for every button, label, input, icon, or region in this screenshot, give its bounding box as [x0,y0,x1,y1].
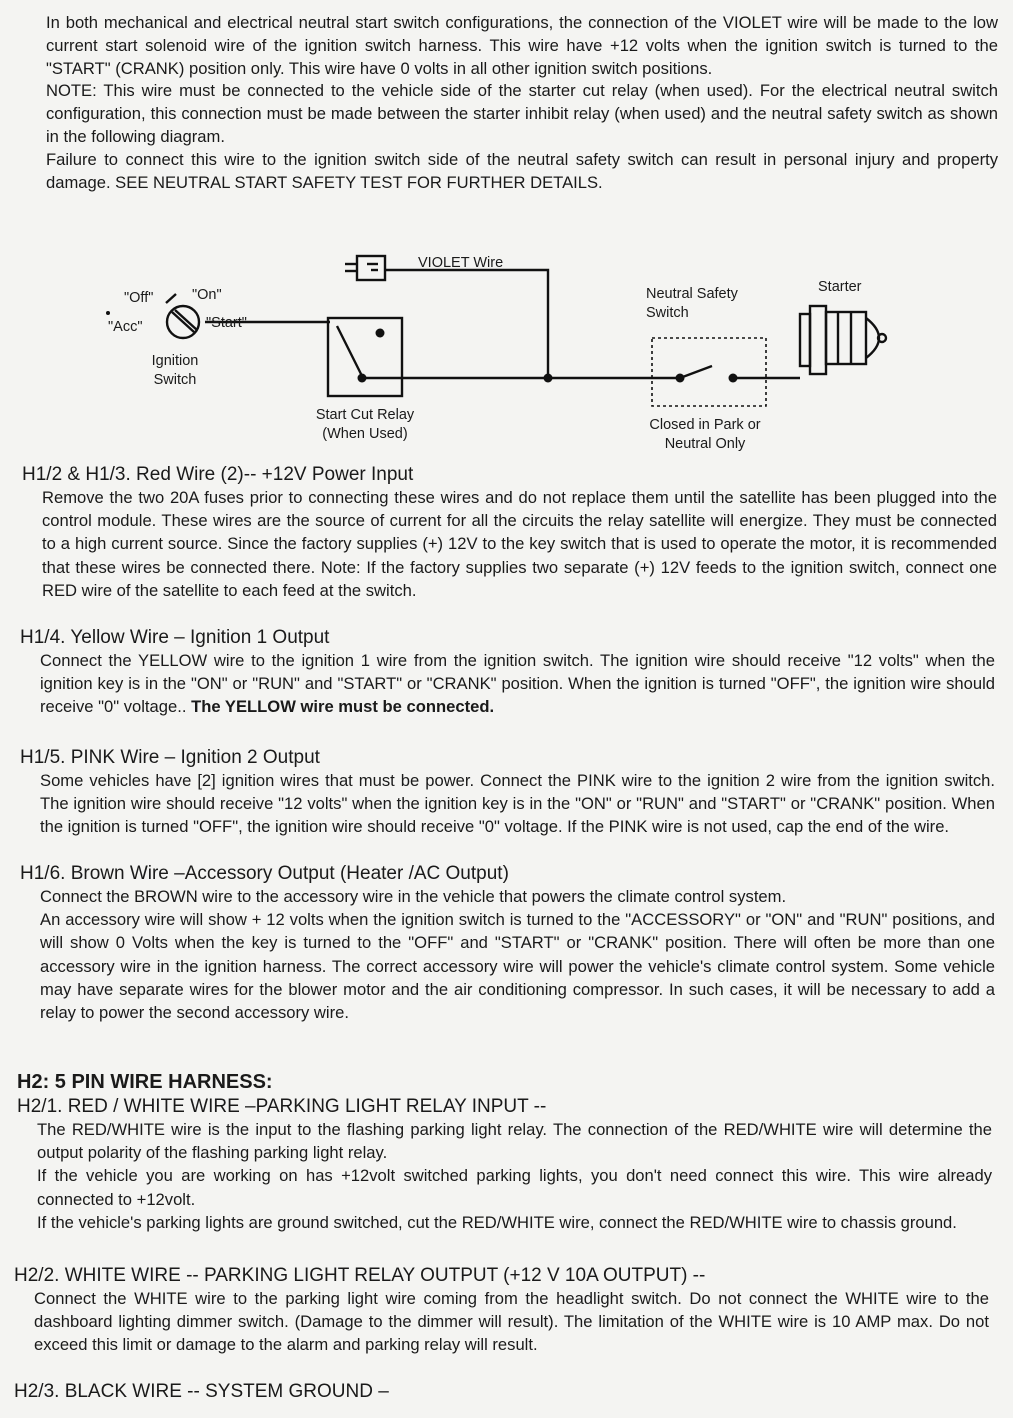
ignition-switch-label-line-2: Switch [153,372,197,388]
violet-wire-label: VIOLET Wire [418,255,504,271]
starter-motor-icon [800,306,886,374]
section-h1-2-red-wire [22,463,997,602]
h2-harness-heading: H2: 5 PIN WIRE HARNESS: [17,1071,273,1093]
section-paragraph: Remove the two 20A fuses prior to connecting these wires and do not replace them until the satellite has been plugged into the control module. These wires are the source of current for all the circuits the relay satellite will energize. They must be connected to a high current source. Since the factory supplies (+) 12V to the key switch that is used to operate the motor, it is recommended that these wires be connected there. Note: If the factory supplies two separate (+) 12V feeds to the ignition switch, connect one RED wire of the satellite to each feed at the switch. [42,488,997,600]
section-h2-1-red-white-wire [17,1095,992,1234]
intro-paragraph-3: Failure to connect this wire to the ignition switch side of the neutral safety switch can result in personal injury and property damage. SEE NEUTRAL START SAFETY TEST FOR FURTHER DETAILS. [46,149,998,192]
section-paragraph: Connect the WHITE wire to the parking light wire coming from the headlight switch. Do not connect the WHITE wire to the dashboard lighting dimmer switch. (Damage to the dimmer will result). The limitation of the WHITE wire is 10 AMP max. Do not exceed this limit or damage to the alarm and parking relay will result. [34,1289,989,1355]
section-title: H2/2. WHITE WIRE -- PARKING LIGHT RELAY OUTPUT (+12 V 10A OUTPUT) -- [14,1265,706,1286]
wiring-diagram-svg [0,240,1013,462]
section-title: H2/3. BLACK WIRE -- SYSTEM GROUND – [14,1381,389,1402]
on-position-label: "On" [192,287,222,303]
closed-note-label [630,416,780,454]
section-h1-4-yellow-wire [20,626,995,719]
section-h2-2-white-wire [14,1264,989,1357]
intro-paragraph-1: In both mechanical and electrical neutral start switch configurations, the connection of the VIOLET wire will be made to the low current start solenoid wire of the ignition switch harness. This wire have +12 volts when the ignition switch is turned to the "START" (CRANK) position only. This wire have 0 volts in all other ignition switch positions. [46,13,998,78]
violet-wire-connector-icon [345,256,385,280]
off-position-label: "Off" [124,290,154,306]
wiring-diagram [0,240,1013,462]
section-body [40,769,995,839]
section-body [34,1287,989,1357]
neutral-safety-switch-label-line-1: Neutral Safety [646,286,738,302]
section-body [42,486,997,602]
section-paragraph: An accessory wire will show + 12 volts when the ignition switch is turned to the "ACCESSORY" or "ON" and "RUN" positions, and will show 0 Volts when the key is turned to the "OFF" and "START" or "CRANK" position. There will often be more than one accessory wire in the ignition harness. The correct accessory wire will power the vehicle's climate control system. Some vehicle may have separate wires for the blower motor and the air conditioning compressor. In such cases, it will be necessary to add a relay to power the second accessory wire. [40,910,995,1023]
neutral-safety-switch-label-line-2: Switch [646,305,689,321]
section-h1-6-brown-wire [20,862,995,1024]
start-cut-relay-icon [328,318,402,396]
section-paragraph [40,649,995,719]
section-title: H1/6. Brown Wire –Accessory Output (Heater /AC Output) [20,863,509,884]
section-body [37,1118,992,1234]
start-cut-relay-label-line-2: (When Used) [322,426,408,442]
ignition-switch-label-line-1: Ignition [151,353,199,369]
section-paragraph: Connect the BROWN wire to the accessory wire in the vehicle that powers the climate control system. [40,887,787,906]
section-paragraph: If the vehicle's parking lights are ground switched, cut the RED/WHITE wire, connect the RED/WHITE wire to chassis ground. [37,1212,957,1232]
ignition-switch-label [140,352,210,390]
section-paragraph: If the vehicle you are working on has +12volt switched parking lights, you don't need connect this wire. This wire already connected to +12volt. [37,1166,992,1209]
section-title: H1/5. PINK Wire – Ignition 2 Output [20,747,320,768]
neutral-safety-switch-label [646,285,738,323]
intro-text [46,12,998,194]
section-h1-5-pink-wire [20,746,995,839]
section-body [40,649,995,719]
closed-note-line-2: Neutral Only [664,436,746,452]
neutral-safety-switch-icon [652,338,766,406]
section-paragraph: The RED/WHITE wire is the input to the flashing parking light relay. The connection of the RED/WHITE wire will determine the output polarity of the flashing parking light relay. [37,1120,992,1163]
section-paragraph-text: Connect the YELLOW wire to the ignition 1 wire from the ignition switch. The ignition wire should receive "12 volts" when the ignition key is in the "ON" or "RUN" and "START" or "CRANK" position. When the ignition is turned "OFF", the ignition wire should receive "0" voltage.. [40,651,995,717]
section-paragraph: Some vehicles have [2] ignition wires that must be power. Connect the PINK wire to the ignition 2 wire from the ignition switch. The ignition wire should receive "12 volts" when the ignition key is in the "ON" or "RUN" and "START" or "CRANK" position. When the ignition is turned "OFF", the ignition wire should receive "0" voltage. If the PINK wire is not used, cap the end of the wire. [40,771,995,837]
violet-wire-line [385,270,548,378]
section-body [40,885,995,1024]
start-cut-relay-label [300,406,430,444]
closed-note-line-1: Closed in Park or [649,417,761,433]
intro-paragraph-2: NOTE: This wire must be connected to the vehicle side of the starter cut relay (when used). For the electrical neutral switch configuration, this connection must be made between the starter inhibit relay (when used) and the neutral safety switch as shown in the following diagram. [46,81,998,146]
starter-label: Starter [818,279,862,295]
section-title: H2/1. RED / WHITE WIRE –PARKING LIGHT RELAY INPUT -- [17,1096,547,1117]
section-title: H1/4. Yellow Wire – Ignition 1 Output [20,627,330,648]
section-title: H1/2 & H1/3. Red Wire (2)-- +12V Power Input [22,464,414,485]
start-position-label: "Start" [206,315,247,331]
start-cut-relay-label-line-1: Start Cut Relay [315,407,415,423]
section-h2-3-black-wire [14,1380,989,1403]
yellow-wire-warning: The YELLOW wire must be connected. [191,697,495,717]
acc-position-label: "Acc" [108,319,143,335]
